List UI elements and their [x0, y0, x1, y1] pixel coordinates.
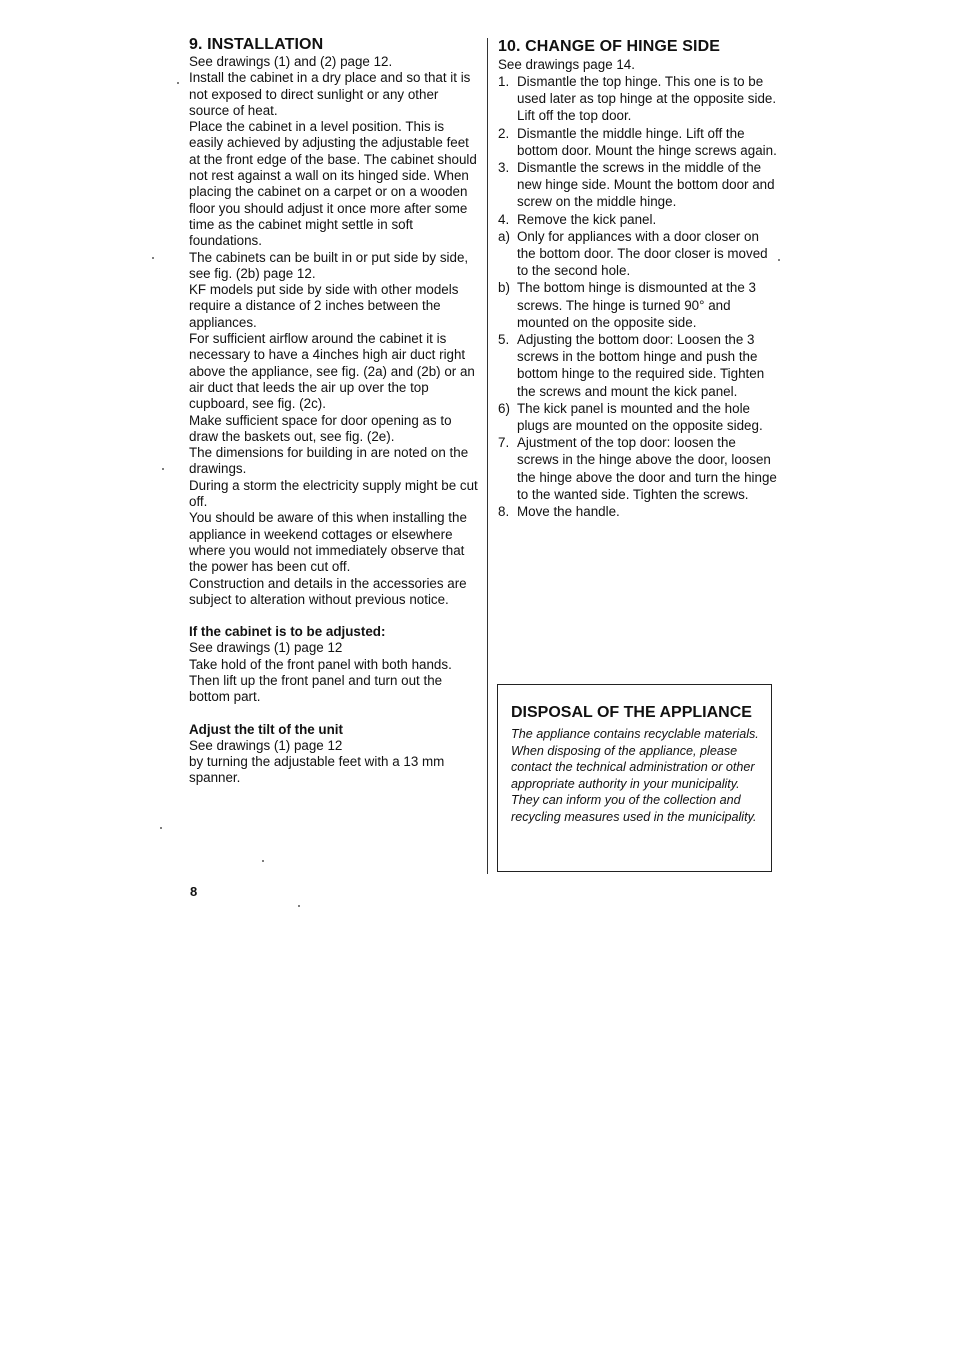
list-item [498, 331, 778, 400]
step-marker: 1. [498, 74, 510, 89]
step-marker: b) [498, 280, 510, 296]
installation-section [189, 36, 479, 787]
hinge-title: 10. CHANGE OF HINGE SIDE [498, 38, 720, 55]
adjust-cabinet-line: See drawings (1) page 12 [189, 640, 343, 656]
step-marker: 5. [498, 332, 510, 348]
installation-title: 9. INSTALLATION [189, 36, 324, 53]
step-text: Dismantle the top hinge. This one is to be used later as top hinge at the opposite side. Lift off the top door. [517, 74, 777, 124]
list-item [498, 159, 778, 211]
installation-paragraph: For sufficient airflow around the cabinet it is necessary to have a 4inches high air duct right above the appliance, see fig. (2a) and (2b) or an air duct that leeds the air up over the top cupboard, see fig. (2c). [189, 331, 475, 412]
disposal-box [497, 684, 772, 872]
step-marker: 8. [498, 504, 510, 520]
adjust-cabinet-line: Take hold of the front panel with both hands. Then lift up the front panel and turn out the bottom part. [189, 656, 452, 705]
step-marker: 7. [498, 435, 510, 451]
step-text: Dismantle the screws in the middle of the new hinge side. Mount the bottom door and screw on the middle hinge. [517, 160, 775, 210]
list-item [498, 400, 778, 434]
scan-speck [177, 82, 179, 84]
list-item [498, 228, 778, 280]
scan-speck [160, 827, 162, 829]
disposal-text: The appliance contains recyclable materials. When disposing of the appliance, please contact the technical administration or other appropriate authority in your municipality. They can inform you of the collection and recycling measures used in the municipality. [511, 727, 759, 824]
disposal-title: DISPOSAL OF THE APPLIANCE [511, 704, 752, 721]
installation-paragraph: Make sufficient space for door opening as to draw the baskets out, see fig. (2e). [189, 412, 452, 444]
scan-speck [262, 860, 264, 862]
step-marker: 4. [498, 211, 510, 227]
hinge-section [498, 38, 778, 520]
scan-speck [162, 468, 164, 470]
adjust-cabinet-heading: If the cabinet is to be adjusted: [189, 624, 386, 640]
scan-speck [298, 905, 300, 907]
adjust-tilt-line: See drawings (1) page 12 [189, 737, 343, 753]
step-text: Dismantle the middle hinge. Lift off the bottom door. Mount the hinge screws again. [517, 125, 777, 158]
list-item [498, 434, 778, 503]
list-item [498, 73, 778, 125]
list-item [498, 125, 778, 159]
step-text: The kick panel is mounted and the hole plugs are mounted on the opposite sideg. [517, 400, 763, 434]
step-text: The bottom hinge is dismounted at the 3 screws. The hinge is turned 90° and mounted on the opposite side. [517, 280, 756, 330]
step-marker: 3. [498, 160, 510, 176]
installation-paragraph: KF models put side by side with other models require a distance of 2 inches between the appliances. [189, 282, 459, 330]
step-text: Ajustment of the top door: loosen the screws in the hinge above the door, loosen the hinge above the door and turn the hinge to the wanted side. Tighten the screws. [517, 435, 777, 502]
step-text: Only for appliances with a door closer on the bottom door. The door closer is moved to the second hole. [517, 228, 768, 279]
list-item [498, 211, 778, 228]
adjust-tilt-line: by turning the adjustable feet with a 13 mm spanner. [189, 754, 445, 786]
installation-paragraph: See drawings (1) and (2) page 12. [189, 54, 393, 69]
installation-body [189, 54, 479, 608]
step-marker: 2. [498, 125, 510, 141]
installation-paragraph: The cabinets can be built in or put side by side, see fig. (2b) page 12. [189, 249, 469, 281]
page-number: 8 [190, 884, 198, 899]
step-text: Move the handle. [517, 504, 620, 520]
installation-paragraph: You should be aware of this when installing the appliance in weekend cottages or elsewhere where you would not immediately observe that the power has been cut off. [189, 510, 467, 575]
scan-speck [152, 257, 154, 259]
adjust-tilt-heading: Adjust the tilt of the unit [189, 721, 343, 737]
list-item [498, 503, 778, 520]
installation-paragraph: Install the cabinet in a dry place and so that it is not exposed to direct sunlight or any other source of heat. [189, 70, 471, 118]
step-text: Remove the kick panel. [517, 211, 657, 227]
step-marker: 6) [498, 400, 510, 416]
scan-speck [778, 259, 780, 261]
hinge-steps-list [498, 73, 778, 520]
step-marker: a) [498, 228, 510, 244]
installation-paragraph: During a storm the electricity supply might be cut off. [189, 477, 478, 510]
step-text: Adjusting the bottom door: Loosen the 3 screws in the bottom hinge and push the bottom hinge to the required side. Tighten the screws and mount the kick panel. [517, 332, 765, 399]
installation-paragraph: Construction and details in the accessories are subject to alteration without previous notice. [189, 575, 467, 607]
installation-paragraph: The dimensions for building in are noted on the drawings. [189, 445, 469, 477]
installation-paragraph: Place the cabinet in a level position. This is easily achieved by adjusting the adjustable feet at the front edge of the base. The cabinet should not rest against a wall on its hinged side. When placing the cabinet on a carpet or on a wooden floor you should adjust it once more after some time as the cabinet might settle in soft foundations. [189, 119, 477, 249]
hinge-intro: See drawings page 14. [498, 57, 635, 72]
list-item [498, 279, 778, 331]
column-divider [487, 38, 488, 874]
